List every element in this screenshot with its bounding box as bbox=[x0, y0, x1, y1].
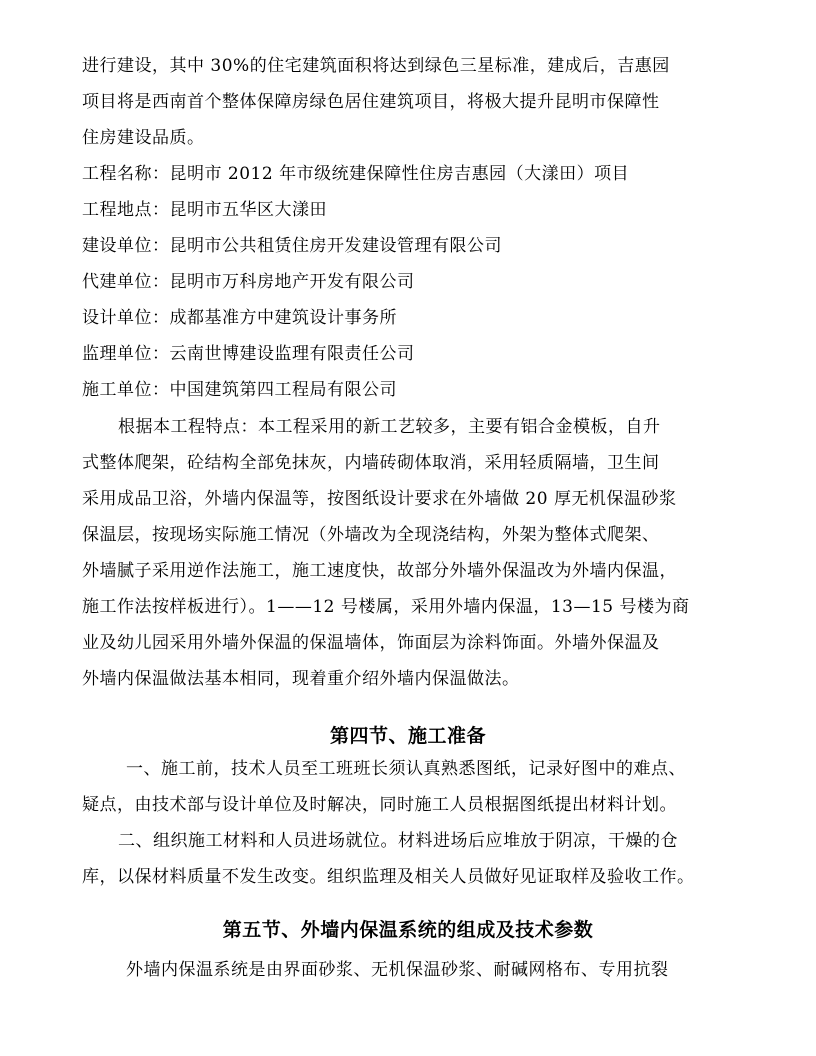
feature-paragraph-line: 业及幼儿园采用外墙外保温的保温墙体，饰面层为涂料饰面。外墙外保温及 bbox=[82, 633, 660, 653]
agent-unit-line: 代建单位：昆明市万科房地产开发有限公司 bbox=[82, 272, 415, 292]
intro-line: 住房建设品质。 bbox=[82, 128, 205, 148]
project-location-line: 工程地点：昆明市五华区大漾田 bbox=[82, 200, 327, 220]
section4-line: 库，以保材料质量不发生改变。组织监理及相关人员做好见证取样及验收工作。 bbox=[82, 867, 695, 887]
supervision-unit-line: 监理单位：云南世博建设监理有限责任公司 bbox=[82, 344, 415, 364]
section4-line: 疑点，由技术部与设计单位及时解决，同时施工人员根据图纸提出材料计划。 bbox=[82, 795, 677, 815]
intro-line: 进行建设，其中 30%的住宅建筑面积将达到绿色三星标准，建成后，吉惠园 bbox=[82, 56, 670, 76]
feature-paragraph-line: 施工作法按样板进行）。1——12 号楼属，采用外墙内保温，13—15 号楼为商 bbox=[82, 597, 690, 617]
project-name-line: 工程名称：昆明市 2012 年市级统建保障性住房吉惠园（大漾田）项目 bbox=[82, 164, 630, 184]
feature-paragraph-line: 式整体爬架，砼结构全部免抹灰，内墙砖砌体取消，采用轻质隔墙，卫生间 bbox=[82, 453, 660, 473]
construction-unit-line: 施工单位：中国建筑第四工程局有限公司 bbox=[82, 380, 397, 400]
feature-paragraph-line: 外墙腻子采用逆作法施工，施工速度快，故部分外墙外保温改为外墙内保温， bbox=[82, 561, 677, 581]
intro-line: 项目将是西南首个整体保障房绿色居住建筑项目，将极大提升昆明市保障性 bbox=[82, 92, 660, 112]
section4-line: 一、施工前，技术人员至工班班长须认真熟悉图纸，记录好图中的难点、 bbox=[126, 759, 686, 779]
section4-line: 二、组织施工材料和人员进场就位。材料进场后应堆放于阴凉，干燥的仓 bbox=[118, 831, 678, 851]
design-unit-line: 设计单位：成都基准方中建筑设计事务所 bbox=[82, 308, 397, 328]
owner-unit-line: 建设单位：昆明市公共租赁住房开发建设管理有限公司 bbox=[82, 236, 502, 256]
section5-line: 外墙内保温系统是由界面砂浆、无机保温砂浆、耐碱网格布、专用抗裂 bbox=[126, 960, 669, 980]
feature-paragraph-line: 采用成品卫浴，外墙内保温等，按图纸设计要求在外墙做 20 厚无机保温砂浆 bbox=[82, 489, 677, 509]
section5-heading: 第五节、外墙内保温系统的组成及技术参数 bbox=[222, 919, 594, 941]
feature-paragraph-line: 外墙内保温做法基本相同，现着重介绍外墙内保温做法。 bbox=[82, 669, 520, 689]
feature-paragraph-line: 根据本工程特点：本工程采用的新工艺较多，主要有铝合金模板，自升 bbox=[118, 417, 661, 437]
section4-heading: 第四节、施工准备 bbox=[329, 725, 486, 747]
feature-paragraph-line: 保温层，按现场实际施工情况（外墙改为全现浇结构，外架为整体式爬架、 bbox=[82, 525, 660, 545]
